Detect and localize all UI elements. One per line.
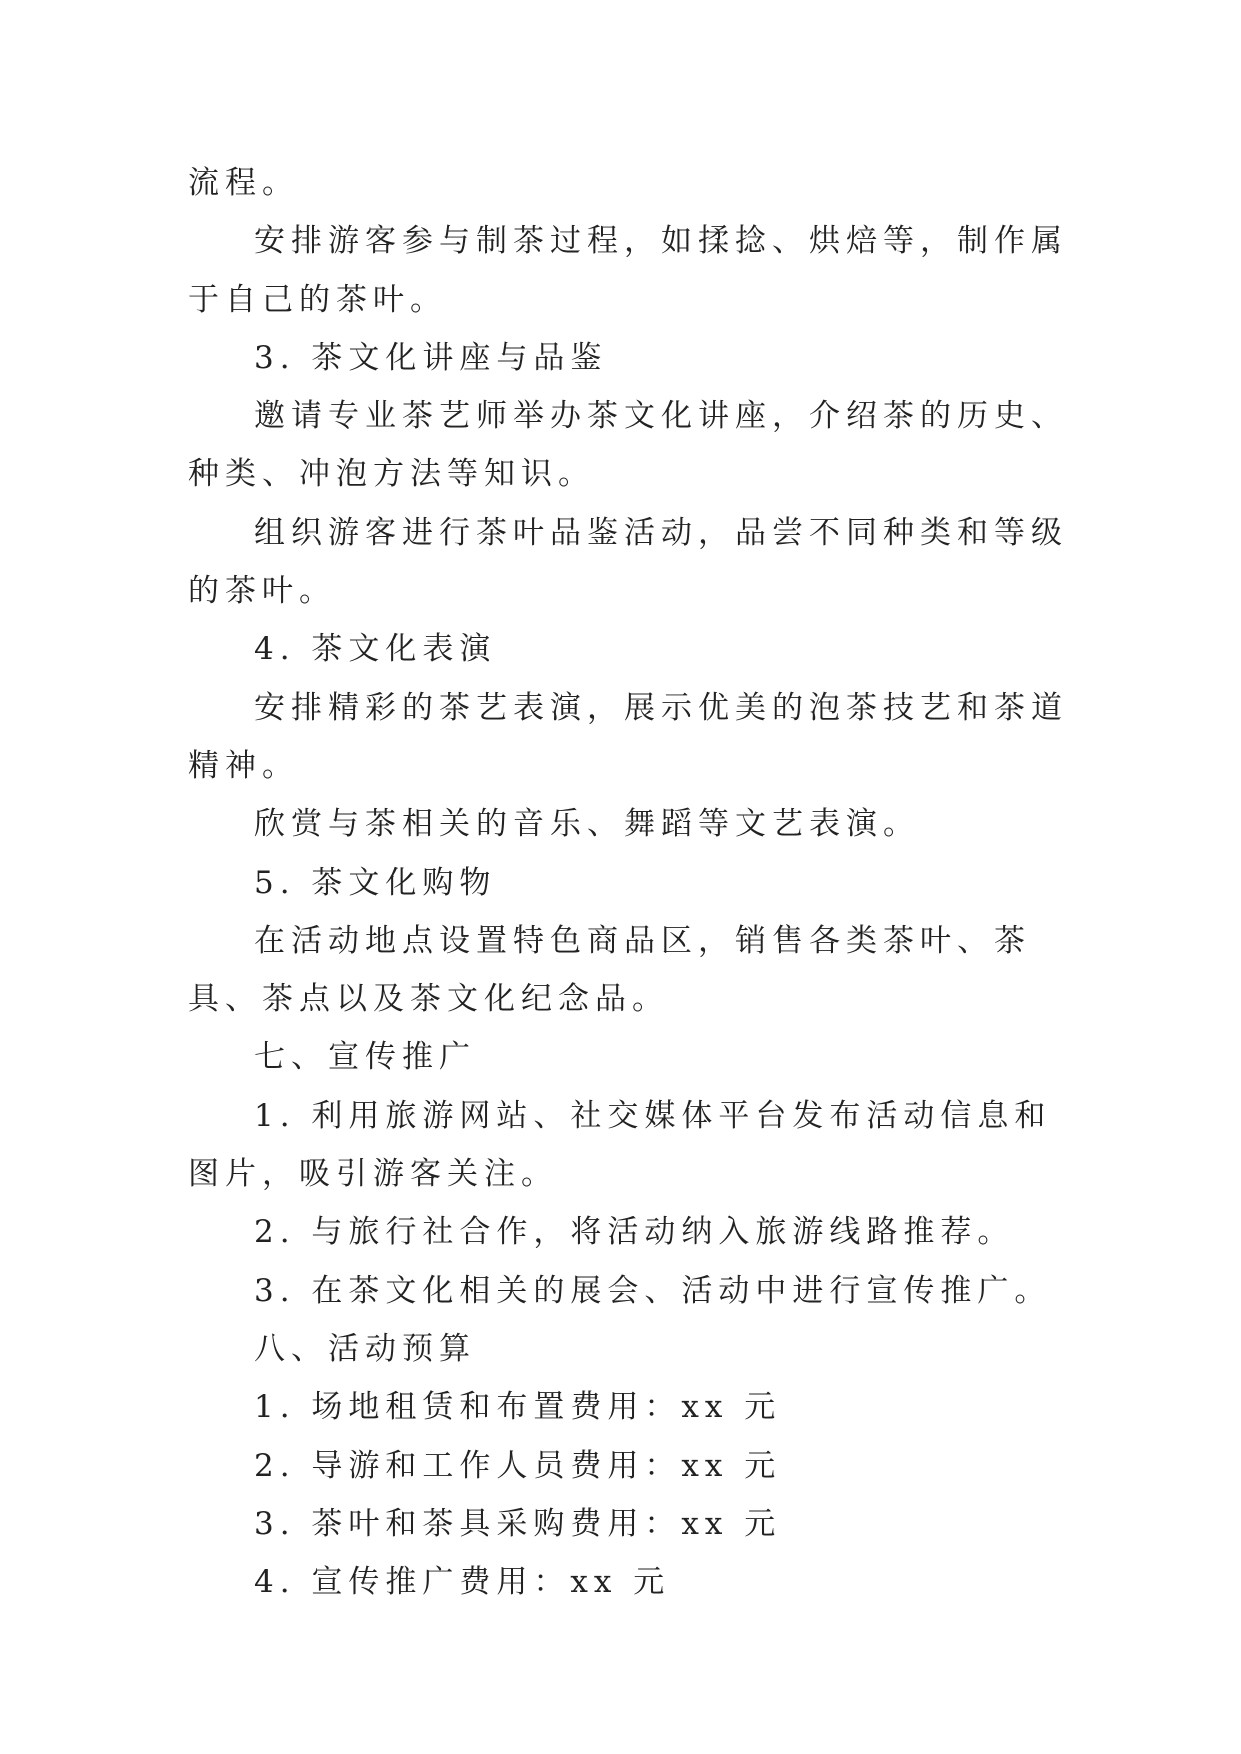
paragraph-tea-making: 安排游客参与制茶过程，如揉捻、烘焙等，制作属于自己的茶叶。 [188, 223, 1068, 318]
paragraph-performance: 安排精彩的茶艺表演，展示优美的泡茶技艺和茶道精神。 [188, 689, 1068, 784]
paragraph-continuation: 流程。 [188, 165, 299, 201]
list-item-budget-4: 4. 宣传推广费用：xx 元 [254, 1564, 671, 1601]
paragraph-tasting: 组织游客进行茶叶品鉴活动，品尝不同种类和等级的茶叶。 [188, 514, 1068, 610]
list-item-promotion-1: 1. 利用旅游网站、社交媒体平台发布活动信息和图片，吸引游客关注。 [188, 1097, 1052, 1193]
heading-tea-lecture: 3. 茶文化讲座与品鉴 [254, 339, 608, 376]
paragraph-shopping: 在活动地点设置特色商品区，销售各类茶叶、茶具、茶点以及茶文化纪念品。 [188, 922, 1031, 1018]
section-heading-budget: 八、活动预算 [254, 1330, 476, 1367]
section-heading-promotion: 七、宣传推广 [254, 1039, 476, 1076]
paragraph-arts: 欣赏与茶相关的音乐、舞蹈等文艺表演。 [254, 806, 920, 843]
list-item-budget-2: 2. 导游和工作人员费用：xx 元 [254, 1447, 782, 1484]
list-item-budget-1: 1. 场地租赁和布置费用：xx 元 [254, 1389, 782, 1426]
document-body [188, 154, 1068, 1611]
paragraph-lecture: 邀请专业茶艺师举办茶文化讲座，介绍茶的历史、种类、冲泡方法等知识。 [188, 398, 1068, 493]
heading-tea-performance: 4. 茶文化表演 [254, 631, 497, 668]
heading-tea-shopping: 5. 茶文化购物 [254, 864, 497, 901]
list-item-budget-3: 3. 茶叶和茶具采购费用：xx 元 [254, 1505, 782, 1542]
list-item-promotion-3: 3. 在茶文化相关的展会、活动中进行宣传推广。 [254, 1272, 1052, 1309]
list-item-promotion-2: 2. 与旅行社合作，将活动纳入旅游线路推荐。 [254, 1214, 1015, 1251]
